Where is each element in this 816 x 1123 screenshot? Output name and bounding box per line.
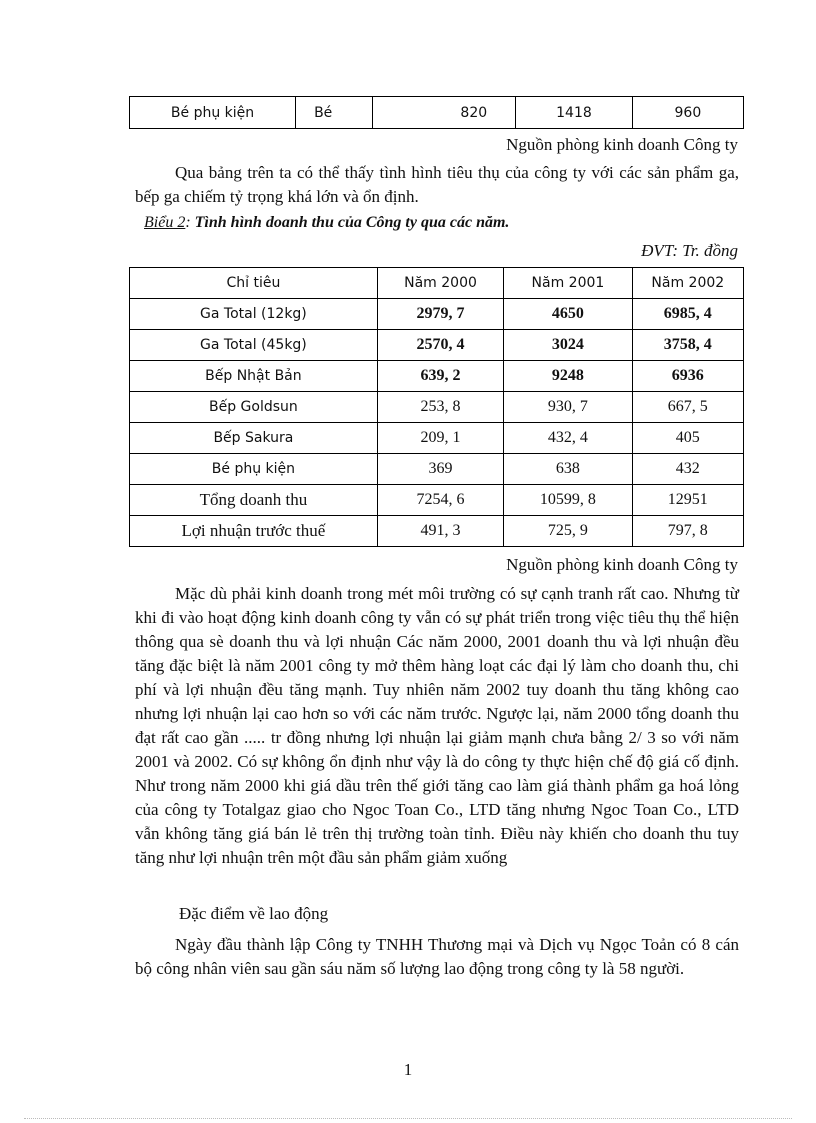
table-cell: 638: [504, 454, 632, 485]
table-cell: Bếp Sakura: [130, 423, 378, 454]
table-header: Chỉ tiêu: [130, 268, 378, 299]
table-row: [130, 97, 744, 129]
table-cell: 6985, 4: [632, 299, 743, 330]
chart-caption-title: Tình hình doanh thu của Công ty qua các năm.: [194, 214, 510, 231]
table-cell: 9248: [504, 361, 632, 392]
chart-caption: [144, 214, 509, 232]
table-header-row: [130, 268, 744, 299]
table-cell: Tổng doanh thu: [130, 485, 378, 516]
table-cell: 405: [632, 423, 743, 454]
table-cell: 209, 1: [377, 423, 503, 454]
revenue-table: [129, 267, 744, 547]
table-cell: Bếp Nhật Bản: [130, 361, 378, 392]
table-row: [130, 423, 744, 454]
section-heading: Đặc điểm về lao động: [179, 904, 329, 923]
table-row: [130, 485, 744, 516]
table-cell: Bé phụ kiện: [130, 97, 296, 129]
table-cell: Bếp Goldsun: [130, 392, 378, 423]
table-cell: Bé phụ kiện: [130, 454, 378, 485]
top-table: [129, 96, 744, 129]
table-row: [130, 299, 744, 330]
table-cell: 253, 8: [377, 392, 503, 423]
table-cell: 491, 3: [377, 516, 503, 547]
table-cell: 930, 7: [504, 392, 632, 423]
unit-label: ĐVT: Tr. đồng: [641, 241, 738, 260]
table-cell: 797, 8: [632, 516, 743, 547]
table-row: [130, 330, 744, 361]
table-cell: 1418: [516, 97, 633, 129]
table-cell: 6936: [632, 361, 743, 392]
table-row: [130, 392, 744, 423]
table-cell: 4650: [504, 299, 632, 330]
table-cell: 820: [373, 97, 516, 129]
table-row: [130, 516, 744, 547]
table-cell: 10599, 8: [504, 485, 632, 516]
intro-paragraph: Qua bảng trên ta có thể thấy tình hình tiêu thụ của công ty với các sản phẩm ga, bếp ga chiếm tỷ trọng khá lớn và ổn định.: [135, 163, 739, 206]
table-cell: 432: [632, 454, 743, 485]
table-cell: Ga Total (45kg): [130, 330, 378, 361]
table-cell: 639, 2: [377, 361, 503, 392]
table-cell: 725, 9: [504, 516, 632, 547]
table-cell: 7254, 6: [377, 485, 503, 516]
table-header: Năm 2000: [377, 268, 503, 299]
source-note: Nguồn phòng kinh doanh Công ty: [506, 135, 738, 154]
chart-caption-separator: :: [185, 214, 195, 231]
table-cell: 960: [632, 97, 743, 129]
table-cell: Bé: [296, 97, 373, 129]
table-cell: 432, 4: [504, 423, 632, 454]
table-cell: 2979, 7: [377, 299, 503, 330]
source-note: Nguồn phòng kinh doanh Công ty: [506, 555, 738, 574]
table-header: Năm 2001: [504, 268, 632, 299]
table-cell: 12951: [632, 485, 743, 516]
table-cell: Lợi nhuận trước thuế: [130, 516, 378, 547]
page-number: 1: [403, 1060, 413, 1079]
table-row: [130, 454, 744, 485]
table-cell: Ga Total (12kg): [130, 299, 378, 330]
table-cell: 3024: [504, 330, 632, 361]
table-cell: 2570, 4: [377, 330, 503, 361]
footer-divider: [24, 1118, 792, 1119]
analysis-paragraph: Mặc dù phải kinh doanh trong mét môi trường có sự cạnh tranh rất cao. Nhưng từ khi đi vào hoạt động kinh doanh công ty vẫn có sự phát triển trong việc tiêu thụ thể hiện thông qua sè doanh thu và lợi nhuận Các năm 2000, 2001 doanh thu và lợi nhuận đều tăng đặc biệt là năm 2001 công ty mở thêm hàng loạt các đại lý làm cho doanh thu, chi phí và lợi nhuận đều tăng mạnh. Tuy nhiên năm 2002 tuy doanh thu tăng không cao nhưng lợi nhuận lại cao hơn so với các năm trước. Ngược lại, năm 2000 tổng doanh thu đạt rất cao gần ..... tr đồng nhưng lợi nhuận lại giảm mạnh chưa bằng 2/ 3 so với năm 2001 và 2002. Có sự không ổn định như vậy là do công ty thực hiện chế độ giá cố định. Như trong năm 2000 khi giá dầu trên thế giới tăng cao làm giá thành phẩm ga hoá lỏng của công ty Totalgaz giao cho Ngoc Toan Co., LTD tăng nhưng Ngoc Toan Co., LTD vẫn không tăng giá bán lẻ trên thị trường toàn tỉnh. Điều này khiến cho doanh thu tuy tăng như lợi nhuận trên một đầu sản phẩm giảm xuống: [135, 584, 739, 867]
labor-paragraph: Ngày đầu thành lập Công ty TNHH Thương mại và Dịch vụ Ngọc Toản có 8 cán bộ công nhân viên sau gần sáu năm số lượng lao động trong công ty là 58 người.: [135, 935, 739, 978]
table-cell: 3758, 4: [632, 330, 743, 361]
table-row: [130, 361, 744, 392]
chart-caption-label: Biểu 2: [144, 214, 186, 231]
table-cell: 369: [377, 454, 503, 485]
table-cell: 667, 5: [632, 392, 743, 423]
table-header: Năm 2002: [632, 268, 743, 299]
